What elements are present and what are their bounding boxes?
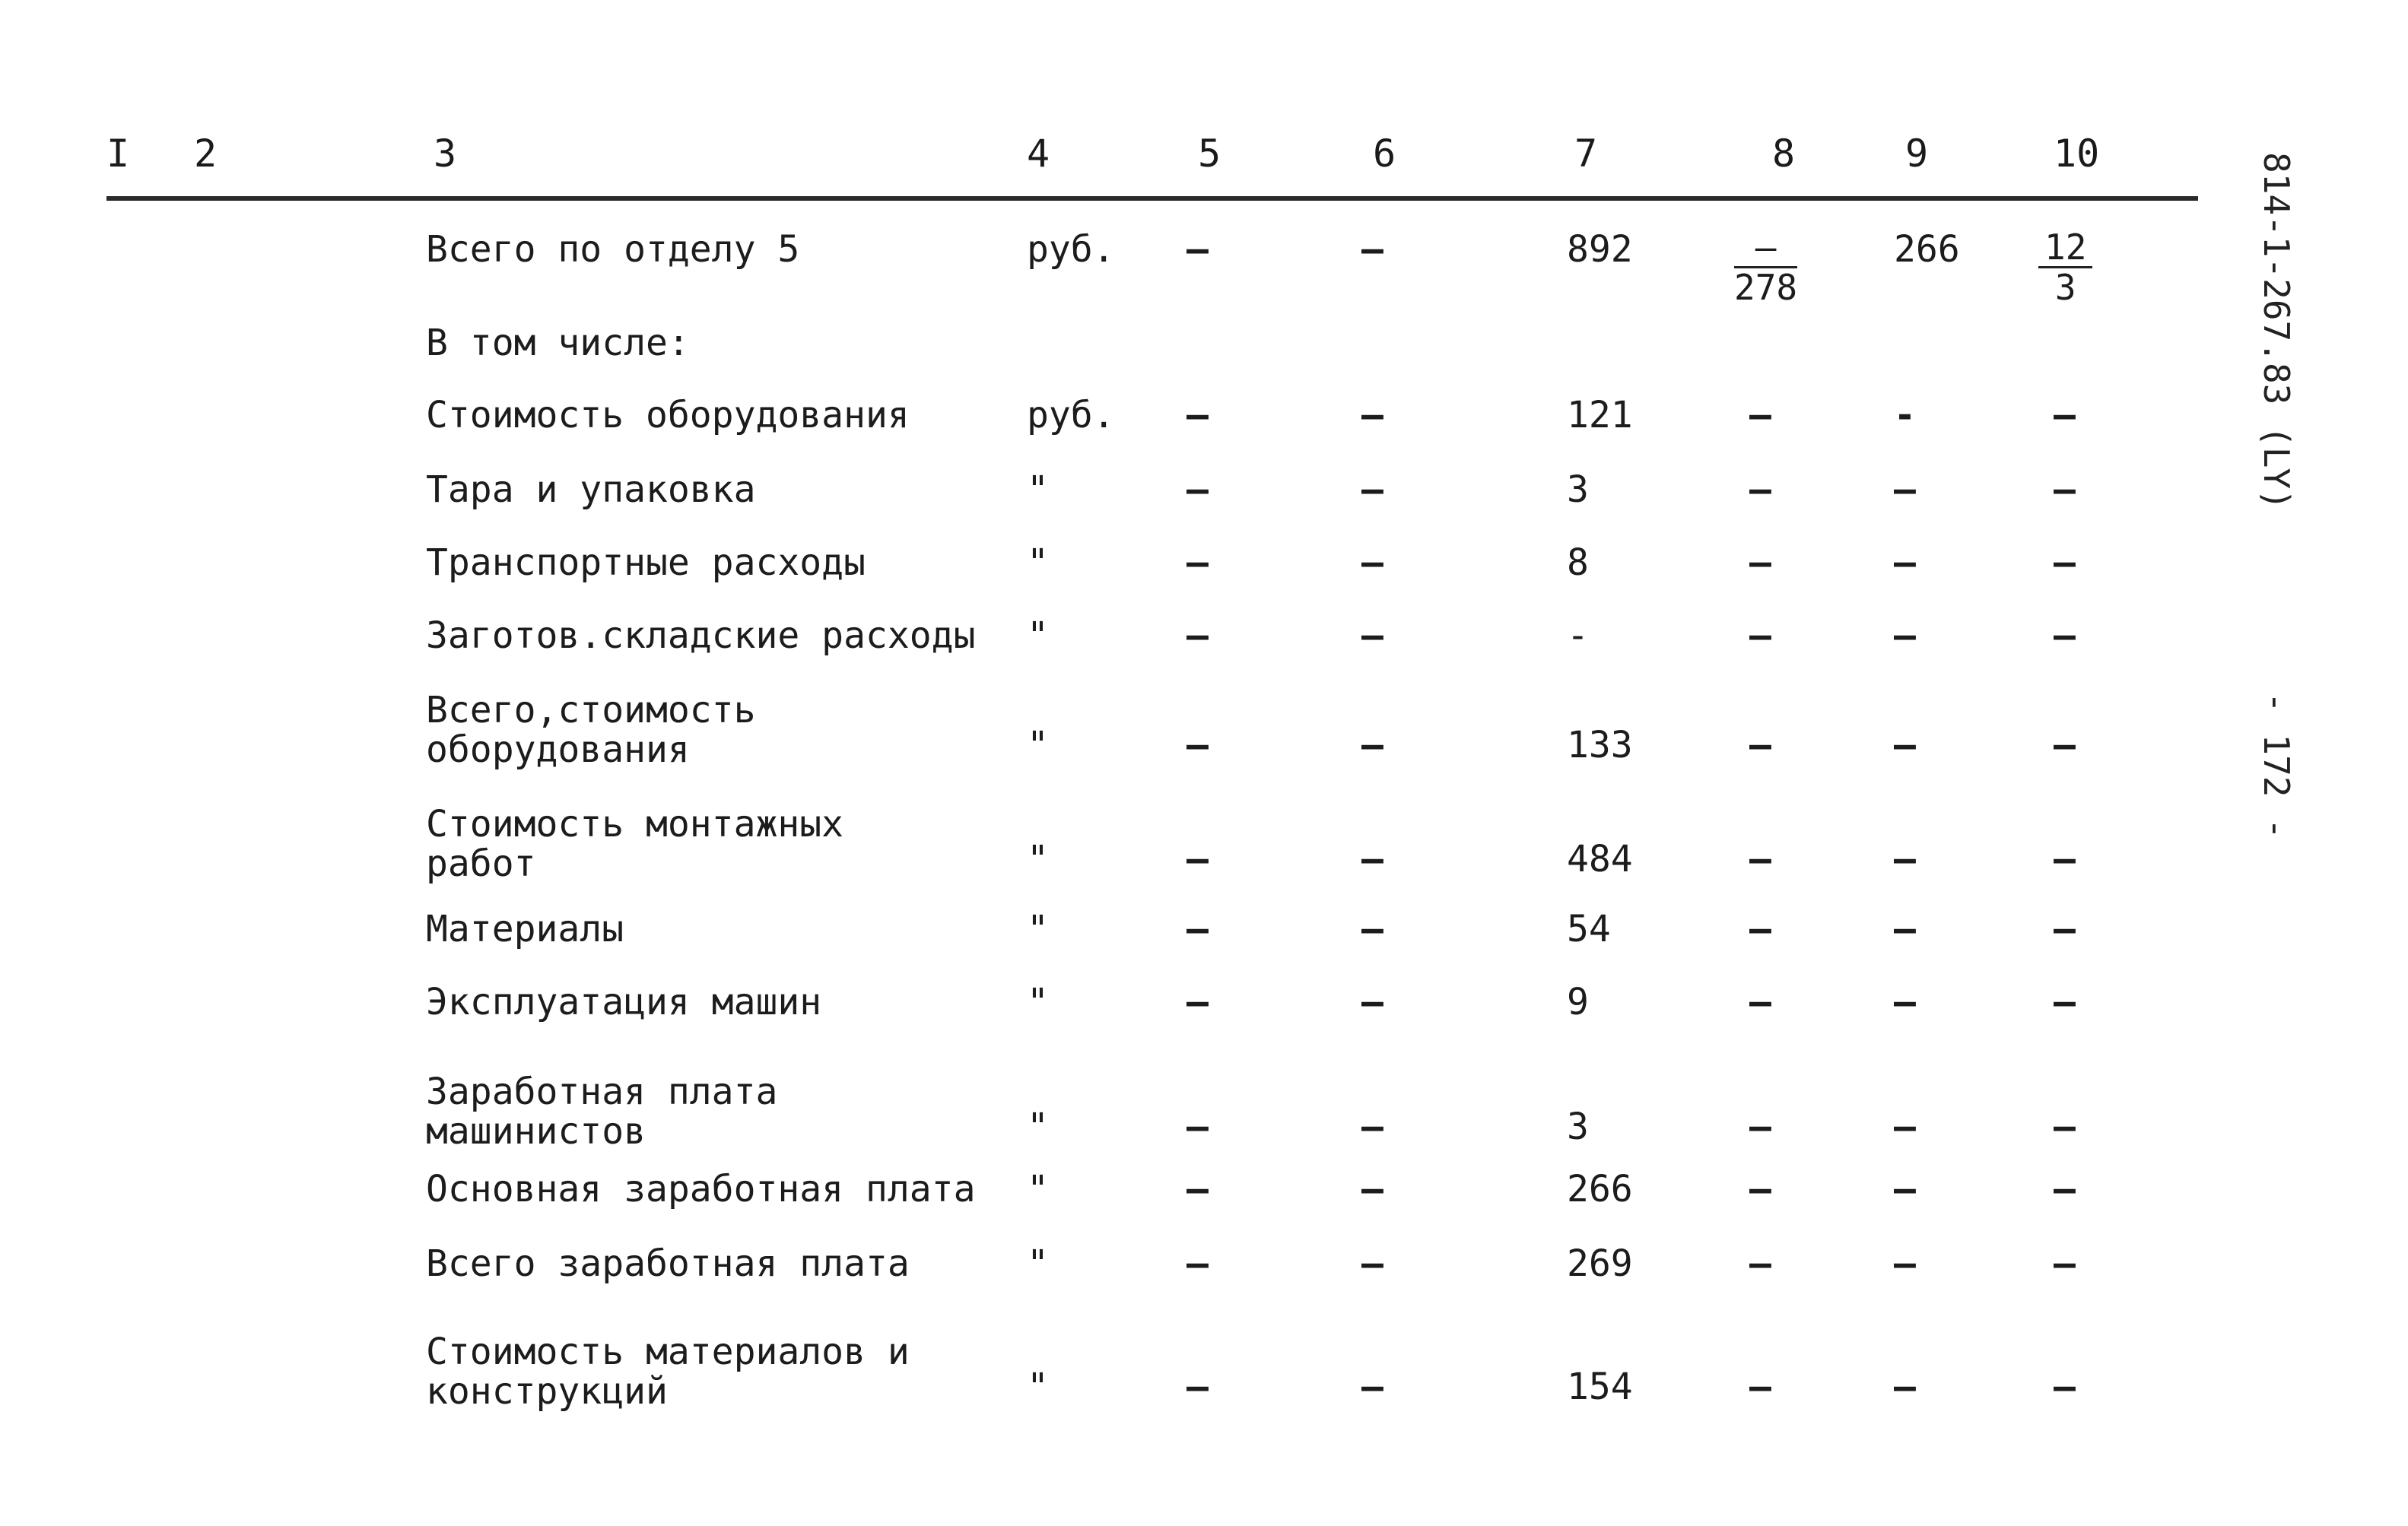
total-row-col5: – <box>1187 228 1209 271</box>
total-row-unit: руб. <box>1027 228 1115 271</box>
row-c9: – <box>1894 908 1916 950</box>
row-c8: – <box>1749 838 1771 880</box>
row-c9: – <box>1894 1242 1916 1285</box>
row-c8: – <box>1749 1168 1771 1210</box>
row-label: Стоимость оборудования <box>426 394 910 436</box>
row-unit: руб. <box>1027 394 1115 436</box>
fraction-numerator: 12 <box>2038 228 2092 268</box>
row-c6: – <box>1361 541 1383 584</box>
row-c8: – <box>1749 724 1771 766</box>
row-c9: – <box>1894 1106 1916 1148</box>
row-c7: 9 <box>1567 981 1589 1023</box>
row-c9: - <box>1894 394 1916 436</box>
row-c5: – <box>1187 1106 1209 1148</box>
row-c7: 484 <box>1567 838 1633 880</box>
row-c9: – <box>1894 981 1916 1023</box>
row-c8: – <box>1749 614 1771 657</box>
row-c5: – <box>1187 724 1209 766</box>
header-rule <box>106 196 2198 201</box>
row-label: Материалы <box>426 908 624 950</box>
document-code: 814-1-267.83 (LY) <box>2256 152 2297 510</box>
fraction-numerator: – <box>1734 228 1797 268</box>
row-c8: – <box>1749 1242 1771 1285</box>
row-c6: – <box>1361 1366 1383 1408</box>
row-c7: 3 <box>1567 1106 1589 1148</box>
row-c10: – <box>2054 908 2076 950</box>
row-c10: – <box>2054 1366 2076 1408</box>
row-unit: " <box>1027 1106 1049 1148</box>
page-number: - 172 - <box>2256 692 2297 839</box>
row-c9: – <box>1894 541 1916 584</box>
row-c10: – <box>2054 1242 2076 1285</box>
total-row-col8-fraction <box>1734 228 1797 306</box>
row-c6: – <box>1361 838 1383 880</box>
column-header-6: 6 <box>1373 132 1396 176</box>
row-c7: 54 <box>1567 908 1611 950</box>
column-header-10: 10 <box>2054 132 2100 176</box>
row-c5: – <box>1187 1242 1209 1285</box>
row-c5: – <box>1187 838 1209 880</box>
row-c6: – <box>1361 1168 1383 1210</box>
row-c5: – <box>1187 394 1209 436</box>
row-c8: – <box>1749 468 1771 511</box>
row-label: Заработная плата машинистов <box>426 1071 778 1153</box>
column-header-3: 3 <box>434 132 457 176</box>
row-c7: - <box>1567 614 1589 657</box>
row-label: Эксплуатация машин <box>426 981 822 1023</box>
subheading: В том числе: <box>426 322 690 364</box>
row-c9: – <box>1894 614 1916 657</box>
row-c5: – <box>1187 541 1209 584</box>
column-header-5: 5 <box>1198 132 1221 176</box>
row-c9: – <box>1894 838 1916 880</box>
total-row-label: Всего по отделу 5 <box>426 228 800 271</box>
row-unit: " <box>1027 981 1049 1023</box>
row-unit: " <box>1027 1242 1049 1285</box>
row-c7: 154 <box>1567 1366 1633 1408</box>
row-c8: – <box>1749 1106 1771 1148</box>
row-unit: " <box>1027 614 1049 657</box>
row-c6: – <box>1361 614 1383 657</box>
row-c7: 133 <box>1567 724 1633 766</box>
row-c10: – <box>2054 614 2076 657</box>
row-label: Всего,стоимость оборудования <box>426 689 756 771</box>
row-c8: – <box>1749 541 1771 584</box>
column-header-8: 8 <box>1772 132 1796 176</box>
row-unit: " <box>1027 724 1049 766</box>
fraction-denominator: 278 <box>1734 267 1798 308</box>
row-unit: " <box>1027 468 1049 511</box>
row-unit: " <box>1027 908 1049 950</box>
row-c10: – <box>2054 1106 2076 1148</box>
row-c10: – <box>2054 394 2076 436</box>
row-c9: – <box>1894 468 1916 511</box>
row-label: Транспортные расходы <box>426 541 866 584</box>
fraction-denominator: 3 <box>2054 267 2076 308</box>
column-header-2: 2 <box>194 132 218 176</box>
row-c7: 3 <box>1567 468 1589 511</box>
row-c9: – <box>1894 1168 1916 1210</box>
row-c10: – <box>2054 468 2076 511</box>
row-label: Основная заработная плата <box>426 1168 976 1210</box>
row-c8: – <box>1749 981 1771 1023</box>
row-c9: – <box>1894 724 1916 766</box>
row-c5: – <box>1187 1366 1209 1408</box>
row-c5: – <box>1187 614 1209 657</box>
row-label: Стоимость монтажных работ <box>426 803 844 885</box>
row-c7: 269 <box>1567 1242 1633 1285</box>
row-unit: " <box>1027 541 1049 584</box>
row-c6: – <box>1361 724 1383 766</box>
row-c10: – <box>2054 981 2076 1023</box>
column-header-4: 4 <box>1027 132 1050 176</box>
row-c5: – <box>1187 468 1209 511</box>
row-label: Тара и упаковка <box>426 468 756 511</box>
column-header-7: 7 <box>1574 132 1598 176</box>
row-c8: – <box>1749 394 1771 436</box>
row-c10: – <box>2054 838 2076 880</box>
row-label: Заготов.складские расходы <box>426 614 976 657</box>
row-label: Всего заработная плата <box>426 1242 910 1285</box>
row-c8: – <box>1749 1366 1771 1408</box>
row-c9: – <box>1894 1366 1916 1408</box>
row-c7: 121 <box>1567 394 1633 436</box>
row-c6: – <box>1361 908 1383 950</box>
row-c5: – <box>1187 1168 1209 1210</box>
row-c6: – <box>1361 981 1383 1023</box>
total-row-col10-fraction <box>2038 228 2092 306</box>
total-row-col6: – <box>1361 228 1383 271</box>
row-c7: 266 <box>1567 1168 1633 1210</box>
row-label: Стоимость материалов и конструкций <box>426 1331 910 1413</box>
total-row-col9: 266 <box>1894 228 1960 271</box>
row-c10: – <box>2054 541 2076 584</box>
row-c10: – <box>2054 1168 2076 1210</box>
row-c5: – <box>1187 908 1209 950</box>
row-c6: – <box>1361 1106 1383 1148</box>
column-header-1: I <box>106 132 130 176</box>
column-header-9: 9 <box>1905 132 1929 176</box>
row-unit: " <box>1027 1366 1049 1408</box>
row-c8: – <box>1749 908 1771 950</box>
row-c6: – <box>1361 468 1383 511</box>
total-row-col7: 892 <box>1567 228 1633 271</box>
row-c6: – <box>1361 1242 1383 1285</box>
row-unit: " <box>1027 1168 1049 1210</box>
row-unit: " <box>1027 838 1049 880</box>
row-c10: – <box>2054 724 2076 766</box>
row-c5: – <box>1187 981 1209 1023</box>
row-c6: – <box>1361 394 1383 436</box>
row-c7: 8 <box>1567 541 1589 584</box>
